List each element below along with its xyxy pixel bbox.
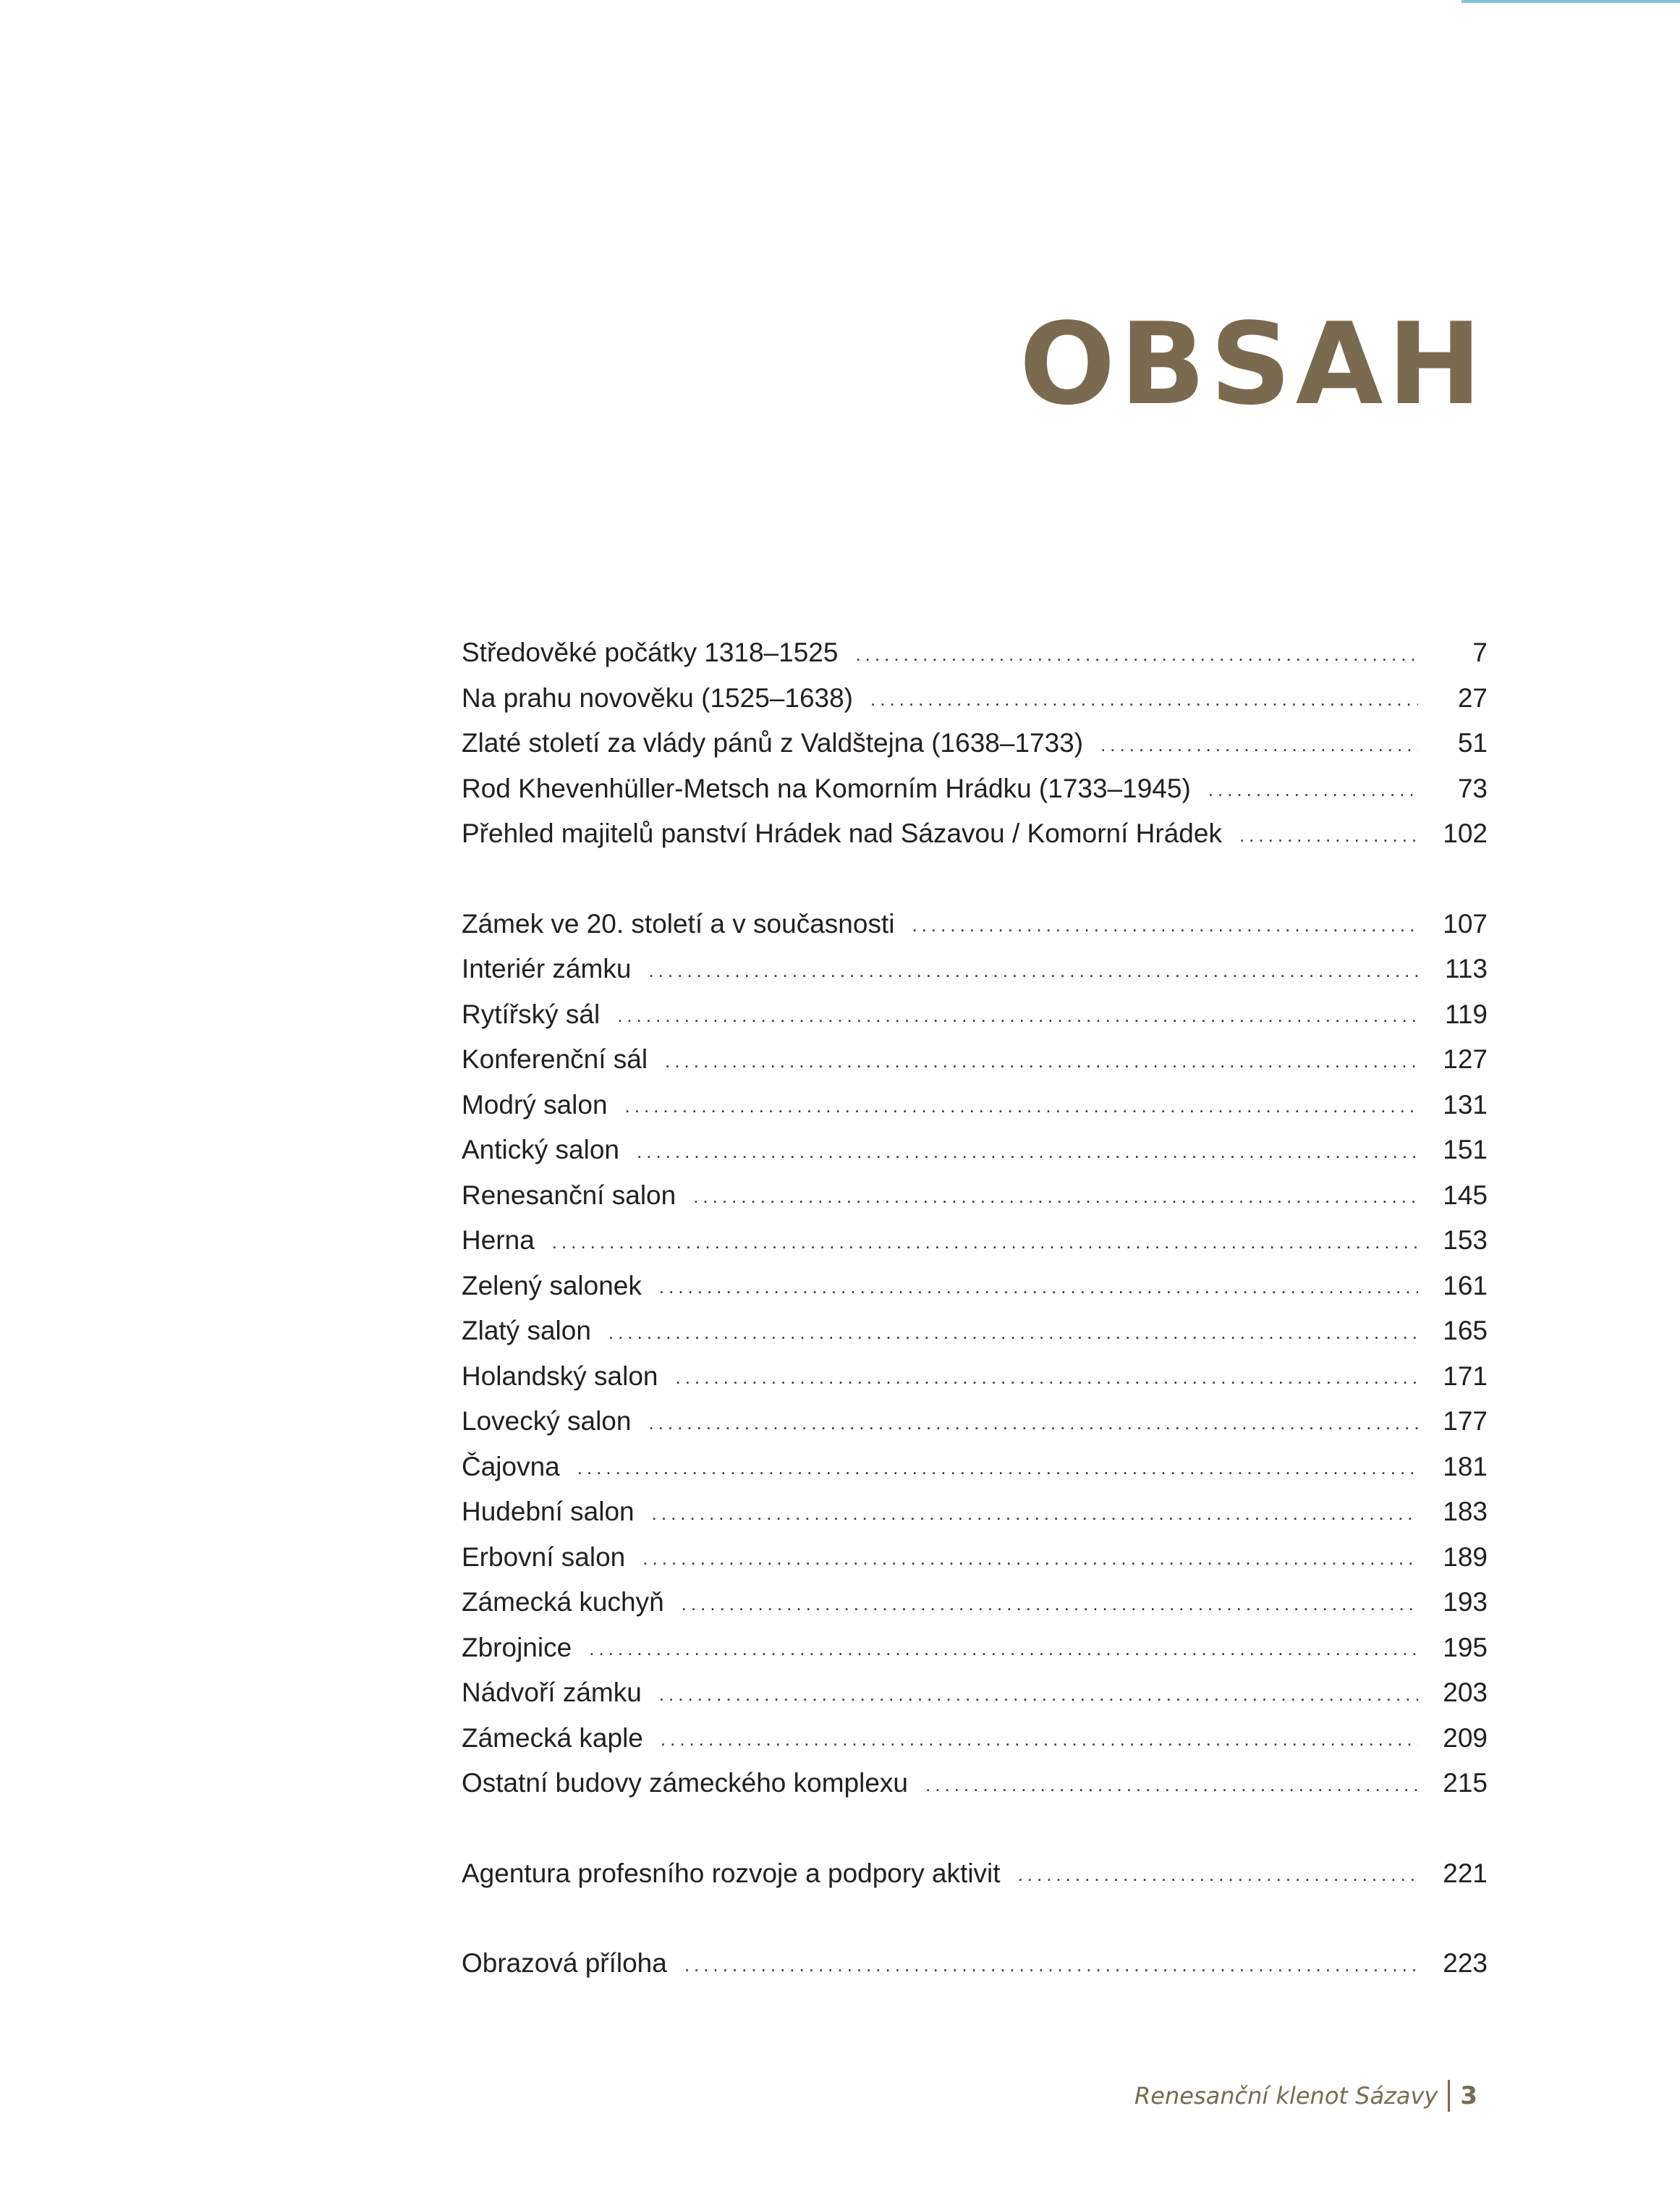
toc-entry-page: 223: [1443, 1948, 1488, 1979]
toc-entry-label: Interiér zámku: [462, 954, 632, 984]
toc-dot-leader: [648, 961, 1418, 980]
toc-entry-label: Agentura profesního rozvoje a podpory aktivit: [462, 1858, 1001, 1888]
toc-entry-page: 215: [1443, 1768, 1488, 1798]
toc-entry[interactable]: [462, 1167, 1488, 1212]
toc-entry-label: Obrazová příloha: [462, 1948, 667, 1979]
toc-entry-label: Zbrojnice: [462, 1632, 572, 1662]
toc-entry-page: 189: [1443, 1541, 1488, 1572]
toc-entry[interactable]: [462, 1392, 1488, 1438]
toc-entry[interactable]: [462, 1257, 1488, 1303]
toc-dot-leader: [912, 915, 1418, 934]
toc-dot-leader: [608, 1323, 1418, 1342]
toc-entry[interactable]: [462, 1664, 1488, 1709]
toc-dot-leader: [659, 1685, 1418, 1704]
toc-entry-label: Holandský salon: [462, 1361, 658, 1391]
toc-entry[interactable]: [462, 1709, 1488, 1755]
toc-section: [462, 1934, 1488, 1980]
toc-entry-page: 181: [1443, 1451, 1488, 1481]
toc-entry-label: Herna: [462, 1225, 535, 1256]
toc-dot-leader: [925, 1775, 1418, 1794]
toc-entry[interactable]: [462, 1754, 1488, 1800]
toc-entry-page: 145: [1443, 1180, 1488, 1210]
toc-entry[interactable]: [462, 1076, 1488, 1122]
toc-dot-leader: [682, 1594, 1418, 1613]
toc-dot-leader: [1208, 780, 1418, 799]
toc-entry[interactable]: [462, 1031, 1488, 1076]
toc-entry-page: 221: [1443, 1858, 1488, 1888]
toc-entry[interactable]: [462, 1348, 1488, 1393]
page-title: OBSAH: [1019, 297, 1486, 430]
toc-dot-leader: [552, 1232, 1418, 1251]
toc-entry-page: 131: [1443, 1089, 1488, 1120]
toc-entry-label: Zámecká kaple: [462, 1722, 643, 1753]
toc-entry-page: 107: [1443, 908, 1488, 939]
toc-entry-label: Na prahu novověku (1525–1638): [462, 682, 853, 713]
toc-entry-page: 209: [1443, 1722, 1488, 1753]
toc-entry-label: Modrý salon: [462, 1089, 608, 1120]
toc-entry[interactable]: [462, 895, 1488, 941]
toc-dot-leader: [1239, 826, 1418, 845]
toc-section: [462, 1845, 1488, 1890]
toc-dot-leader: [577, 1458, 1418, 1477]
toc-entry-page: 119: [1445, 999, 1488, 1029]
toc-entry-label: Zelený salonek: [462, 1270, 642, 1300]
toc-dot-leader: [855, 645, 1418, 664]
toc-entry-page: 183: [1443, 1497, 1488, 1527]
toc-entry-page: 151: [1443, 1135, 1488, 1165]
toc-entry-page: 171: [1443, 1361, 1488, 1391]
toc-entry[interactable]: [462, 624, 1488, 669]
toc-entry[interactable]: [462, 1302, 1488, 1348]
toc-entry[interactable]: [462, 1438, 1488, 1484]
toc-entry[interactable]: [462, 1121, 1488, 1167]
toc-entry-label: Zlatý salon: [462, 1316, 591, 1346]
toc-entry-label: Rod Khevenhüller-Metsch na Komorním Hrádku (1733–1945): [462, 773, 1191, 803]
toc-entry-page: 113: [1445, 954, 1488, 984]
toc-dot-leader: [652, 1504, 1418, 1523]
toc-entry[interactable]: [462, 1483, 1488, 1528]
toc-entry[interactable]: [462, 1573, 1488, 1619]
toc-entry-page: 165: [1443, 1316, 1488, 1346]
toc-dot-leader: [659, 1277, 1418, 1296]
toc-entry-label: Nádvoří zámku: [462, 1678, 642, 1708]
toc-entry-label: Zámek ve 20. století a v současnosti: [462, 908, 895, 939]
toc-entry[interactable]: [462, 1845, 1488, 1890]
toc-entry-label: Čajovna: [462, 1451, 560, 1481]
toc-entry-page: 51: [1457, 728, 1488, 758]
toc-entry[interactable]: [462, 1934, 1488, 1980]
toc-dot-leader: [870, 690, 1418, 708]
toc-entry[interactable]: [462, 1528, 1488, 1574]
toc-entry-page: 203: [1443, 1678, 1488, 1708]
toc-entry-page: 73: [1457, 773, 1488, 803]
toc-entry-page: 7: [1472, 638, 1488, 668]
toc-entry-page: 153: [1443, 1225, 1488, 1256]
toc-entry-label: Antický salon: [462, 1135, 619, 1165]
toc-entry[interactable]: [462, 1619, 1488, 1664]
toc-section: [462, 624, 1488, 850]
toc-entry[interactable]: [462, 760, 1488, 805]
toc-entry-label: Přehled majitelů panství Hrádek nad Sázavou / Komorní Hrádek: [462, 818, 1222, 849]
top-rule: [1461, 0, 1680, 3]
table-of-contents: [462, 624, 1488, 1980]
toc-entry-label: Lovecký salon: [462, 1406, 632, 1437]
toc-entry[interactable]: [462, 714, 1488, 760]
toc-dot-leader: [648, 1413, 1418, 1432]
toc-dot-leader: [637, 1142, 1418, 1161]
toc-section: [462, 895, 1488, 1800]
toc-dot-leader: [1100, 735, 1418, 754]
toc-entry-label: Středověké počátky 1318–1525: [462, 638, 839, 668]
toc-entry[interactable]: [462, 940, 1488, 986]
toc-entry-label: Erbovní salon: [462, 1541, 626, 1572]
toc-entry-page: 27: [1457, 682, 1488, 713]
toc-entry-label: Zámecká kuchyň: [462, 1587, 664, 1617]
toc-entry-label: Hudební salon: [462, 1497, 635, 1527]
toc-entry-page: 177: [1443, 1406, 1488, 1437]
toc-dot-leader: [665, 1052, 1418, 1070]
toc-entry-page: 127: [1443, 1044, 1488, 1075]
toc-entry-label: Ostatní budovy zámeckého komplexu: [462, 1768, 908, 1798]
toc-entry-page: 193: [1443, 1587, 1488, 1617]
toc-dot-leader: [617, 1006, 1418, 1025]
footer-page-number: 3: [1460, 2081, 1477, 2110]
toc-entry[interactable]: [462, 669, 1488, 715]
toc-dot-leader: [625, 1096, 1418, 1115]
toc-dot-leader: [684, 1955, 1418, 1974]
footer-book-title: Renesanční klenot Sázavy: [1134, 2082, 1438, 2110]
toc-entry[interactable]: [462, 805, 1488, 850]
page-footer: [1134, 2080, 1477, 2112]
toc-entry-page: 195: [1443, 1632, 1488, 1662]
toc-entry-page: 102: [1443, 818, 1488, 849]
toc-entry-label: Zlaté století za vlády pánů z Valdštejna (1638–1733): [462, 728, 1084, 758]
toc-entry-label: Rytířský sál: [462, 999, 601, 1029]
toc-dot-leader: [1018, 1865, 1418, 1884]
footer-divider: [1448, 2080, 1450, 2112]
toc-dot-leader: [675, 1368, 1418, 1387]
toc-dot-leader: [642, 1549, 1418, 1568]
toc-entry-label: Konferenční sál: [462, 1044, 648, 1075]
toc-dot-leader: [661, 1730, 1418, 1748]
toc-entry[interactable]: [462, 1211, 1488, 1257]
toc-dot-leader: [693, 1187, 1418, 1206]
toc-entry[interactable]: [462, 986, 1488, 1031]
toc-dot-leader: [589, 1639, 1418, 1658]
toc-entry-page: 161: [1443, 1270, 1488, 1300]
toc-entry-label: Renesanční salon: [462, 1180, 676, 1210]
